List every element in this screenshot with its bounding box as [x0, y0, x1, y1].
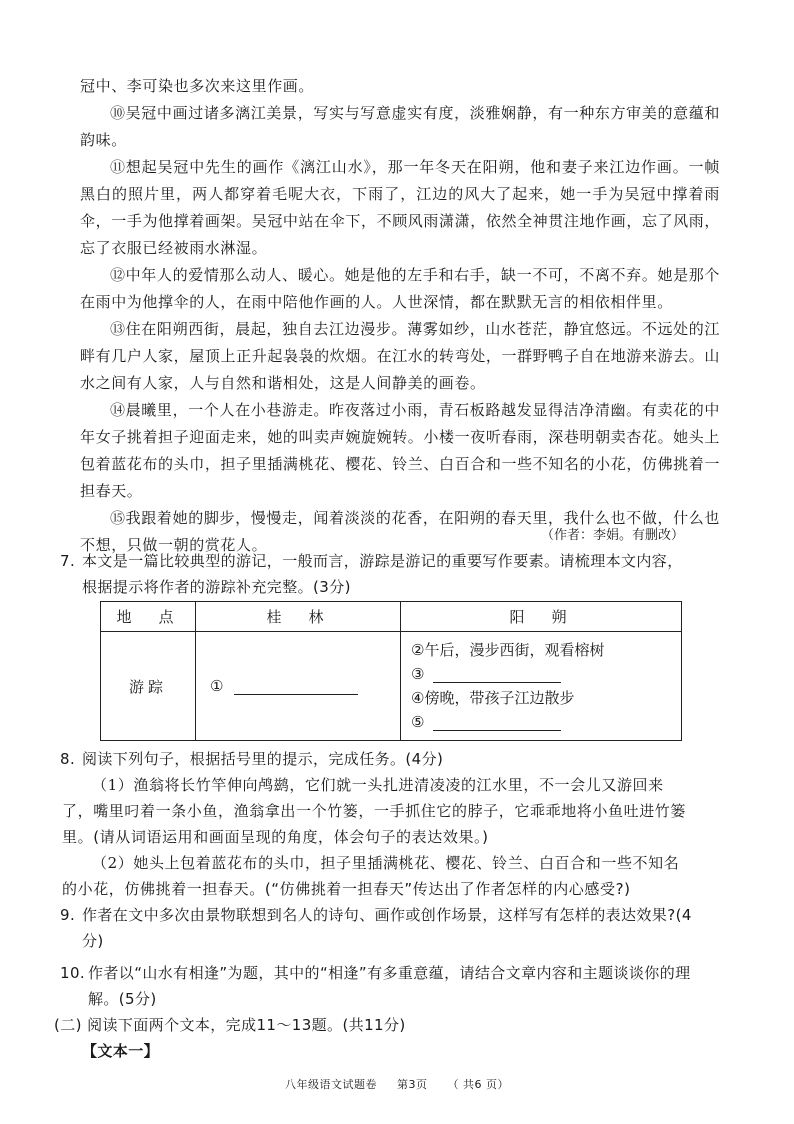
answer-blank-5[interactable] — [433, 714, 561, 731]
sentence-1-prompt: (请从词语运用和画面呈现的角度，体会句子的表达效果。) — [93, 828, 489, 846]
section-2-heading: (二) 阅读下面两个文本，完成11～13题。(共11分) — [54, 1016, 406, 1034]
paragraph-12: ⑫中年人的爱情那么动人、暖心。她是他的左手和右手，缺一不可，不离不弃。她是那个在雨中为他撑伞的人，在雨中陪他作画的人。人世深情，都在默默无言的相依相伴里。 — [80, 266, 720, 311]
question-section — [60, 548, 694, 600]
paragraph-15: ⑮我跟着她的脚步，慢慢走，闻着淡淡的花香，在阳朔的春天里，我什么也不做，什么也不想，只做一朝的赏花人。 — [80, 509, 720, 554]
blank-3-label: ③ — [411, 665, 425, 683]
page-footer — [0, 1076, 794, 1092]
text-1-label: 【文本一】 — [82, 1042, 160, 1060]
sentence-1-text: （1）渔翁将长竹竿伸向鸬鹚，它们就一头扎进清凌凌的江水里，不一会儿又游回来了，嘴里叼着一条小鱼，渔翁拿出一个竹篓，一手抓住它的脖子，它乖乖地将小鱼吐进竹篓里。 — [62, 776, 687, 846]
question-number: 7. — [60, 552, 76, 570]
page-total: （ 共6 页） — [447, 1078, 509, 1091]
header-guilin: 桂 林 — [196, 602, 401, 632]
page-number: 第3页 — [397, 1078, 428, 1091]
paragraph-10: ⑩吴冠中画过诸多漓江美景，写实与写意虚实有度，淡雅娴静，有一种东方审美的意蕴和韵味。 — [80, 104, 720, 149]
travel-route-table — [100, 601, 682, 741]
sentence-2-prompt: (“仿佛挑着一担春天”传达出了作者怎样的内心感受?) — [264, 880, 631, 898]
question-8-sentence-2 — [62, 850, 694, 902]
question-9 — [60, 902, 694, 954]
route-item-5 — [411, 710, 671, 734]
route-label: 游踪 — [128, 677, 167, 696]
yangshuo-answer-cell — [401, 632, 682, 741]
answer-blank-3[interactable] — [433, 666, 561, 683]
blank-1-label: ① — [210, 677, 224, 695]
sentence-2-text: （2）她头上包着蓝花布的头巾，担子里插满桃花、樱花、铃兰、白百合和一些不知名的小花，仿佛挑着一担春天。 — [62, 854, 680, 898]
question-8-sentence-1 — [62, 772, 694, 850]
route-item-4: ④傍晚，带孩子江边散步 — [411, 689, 575, 707]
author-credit: （作者：李娟。有删改） — [540, 528, 684, 543]
question-number: 10. — [60, 964, 86, 982]
question-text: 作者以“山水有相逢”为题，其中的“相逢”有多重意蕴，请结合文章内容和主题谈谈你的理解。(5分) — [88, 964, 691, 1008]
paragraph-11: ⑪想起吴冠中先生的画作《漓江山水》，那一年冬天在阳朔，他和妻子来江边作画。一帧黑白的照片里，两人都穿着毛呢大衣，下雨了，江边的风大了起来，她一手为吴冠中撑着雨伞，一手为他撑着画架。吴冠中站在伞下，不顾风雨潇潇，依然全神贯注地作画，忘了风雨，忘了衣服已经被雨水淋湿。 — [80, 158, 720, 257]
blank-5-label: ⑤ — [411, 713, 425, 731]
question-10 — [60, 960, 694, 1012]
reading-passage — [80, 73, 720, 559]
question-text: 本文是一篇比较典型的游记，一般而言，游踪是游记的重要写作要素。请梳理本文内容，根据提示将作者的游踪补充完整。(3分) — [82, 552, 683, 596]
question-7 — [60, 548, 694, 600]
paragraph-13: ⑬住在阳朔西街，晨起，独自去江边漫步。薄雾如纱，山水苍茫，静宜悠远。不远处的江畔有几户人家，屋顶上正升起袅袅的炊烟。在江水的转弯处，一群野鸭子自在地游来游去。山水之间有人家，人与自然和谐相处，这是人间静美的画卷。 — [80, 320, 720, 392]
header-place: 地 点 — [101, 602, 196, 632]
question-number: 8. — [60, 750, 76, 768]
question-number: 9. — [60, 906, 76, 924]
route-item-2: ②午后，漫步西街，观看榕树 — [411, 641, 605, 659]
route-item-3 — [411, 662, 671, 686]
row-label-route — [101, 632, 196, 741]
guilin-answer-cell — [196, 632, 401, 741]
question-section-2 — [54, 746, 694, 1064]
question-8 — [60, 746, 694, 772]
paragraph-continued: 冠中、李可染也多次来这里作画。 — [80, 77, 315, 95]
header-yangshuo: 阳 朔 — [401, 602, 682, 632]
paragraph-14: ⑭晨曦里，一个人在小巷游走。昨夜落过小雨，青石板路越发显得洁净清幽。有卖花的中年女子挑着担子迎面走来，她的叫卖声婉旋婉转。小楼一夜听春雨，深巷明朝卖杏花。她头上包着蓝花布的头巾，担子里插满桃花、樱花、铃兰、白百合和一些不知名的小花，仿佛挑着一担春天。 — [80, 401, 720, 500]
exam-title: 八年级语文试题卷 — [285, 1078, 377, 1091]
question-text: 作者在文中多次由景物联想到名人的诗句、画作或创作场景，这样写有怎样的表达效果?(4分) — [82, 906, 692, 950]
answer-blank-1[interactable] — [234, 678, 358, 695]
question-text: 阅读下列句子，根据括号里的提示，完成任务。(4分) — [82, 750, 444, 768]
